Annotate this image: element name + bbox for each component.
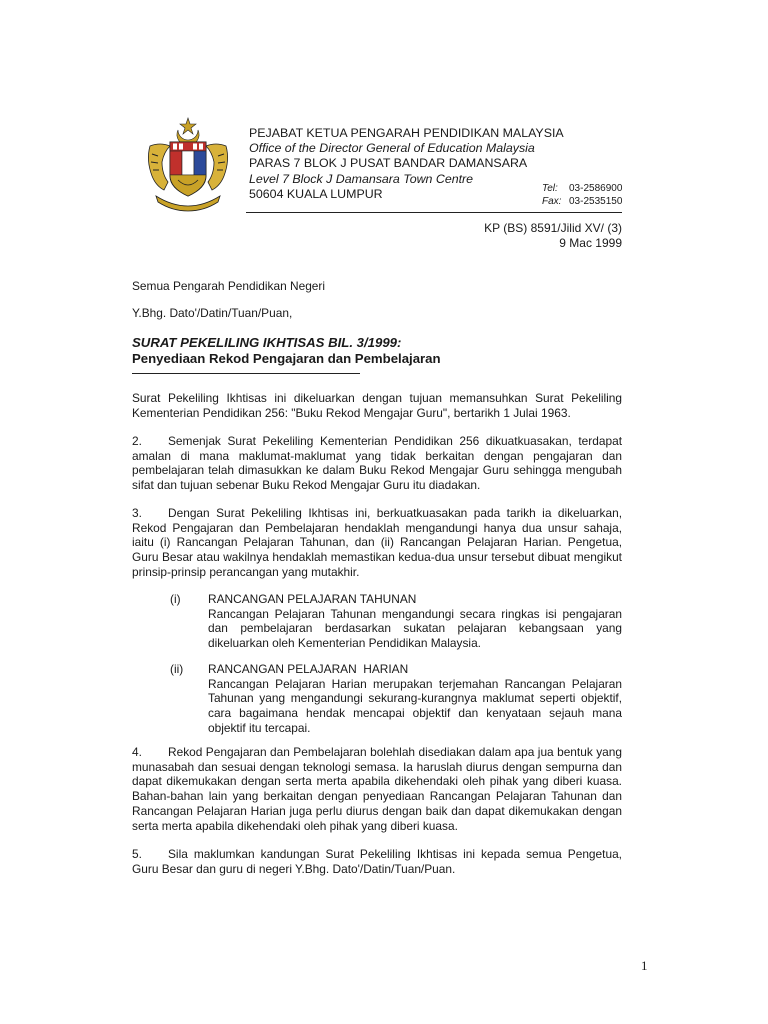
circular-title	[132, 335, 441, 366]
page-number: 1	[641, 958, 648, 973]
paragraph-2-number: 2.	[132, 434, 142, 448]
letter-date: 9 Mac 1999	[559, 236, 622, 250]
item-2	[208, 662, 622, 736]
letterhead-office-english: Office of the Director General of Education Malaysia	[249, 141, 535, 156]
paragraph-4	[132, 745, 622, 833]
paragraph-3-text: Dengan Surat Pekeliling Ikhtisas ini, berkuatkuasakan pada tarikh ia dikeluarkan, Rekod Pengajaran dan Pembelajaran hendaklah mengandungi hanya dua unsur sahaja, iaitu (i) Rancangan Pelajaran Tahunan, dan (ii) Rancangan Pelajaran Harian. Pengetua, Guru Besar atau wakilnya hendaklah memastikan kedua-dua unsur tersebut dibuat mengikut prinsip-prinsip perancangan yang mutakhir.	[132, 506, 622, 579]
paragraph-2-text: Semenjak Surat Pekeliling Kementerian Pendidikan 256 dikuatkuasakan, terdapat amalan di mana maklumat-maklumat yang tidak berkaitan dengan pengajaran dan pembelajaran telah dimasukkan ke dalam Buku Rekod Mengajar Guru sehingga mengubah sifat dan tujuan sebenar Buku Rekod Mengajar Guru itu diadakan.	[132, 434, 622, 493]
reference-number: KP (BS) 8591/Jilid XV/ (3)	[484, 221, 622, 235]
fax-number: 03-2535150	[569, 195, 623, 207]
letterhead-postcode-city: 50604 KUALA LUMPUR	[249, 186, 383, 201]
tel-number: 03-2586900	[569, 183, 623, 194]
paragraph-1: Surat Pekeliling Ikhtisas ini dikeluarkan dengan tujuan memansuhkan Surat Pekeliling Kementerian Pendidikan 256: "Buku Rekod Mengajar Guru", bertarikh 1 Julai 1963.	[132, 391, 622, 420]
paragraph-3-number: 3.	[132, 506, 142, 520]
item-1	[208, 592, 622, 651]
circular-title-number: SURAT PEKELILING IKHTISAS BIL. 3/1999:	[132, 335, 402, 350]
letterhead-office-malay: PEJABAT KETUA PENGARAH PENDIDIKAN MALAYSIA	[249, 126, 564, 140]
letterhead-divider	[246, 212, 622, 213]
paragraph-4-number: 4.	[132, 745, 142, 759]
letterhead-address-english: Level 7 Block J Damansara Town Centre	[249, 171, 474, 186]
salutation: Y.Bhg. Dato'/Datin/Tuan/Puan,	[132, 306, 293, 320]
reference-block	[484, 221, 622, 251]
paragraph-5-text: Sila maklumkan kandungan Surat Pekeliling Ikhtisas ini kepada semua Pengetua, Guru Besar dan guru di negeri Y.Bhg. Dato'/Datin/Tuan/Puan.	[132, 847, 622, 876]
item-2-number: (ii)	[170, 662, 184, 676]
item-1-number: (i)	[170, 592, 181, 606]
coat-of-arms-logo	[142, 116, 234, 212]
paragraph-2	[132, 434, 622, 493]
letterhead	[249, 126, 564, 202]
recipient: Semua Pengarah Pendidikan Negeri	[132, 279, 326, 293]
item-1-heading: RANCANGAN PELAJARAN TAHUNAN	[208, 592, 417, 606]
item-2-text: Rancangan Pelajaran Harian merupakan terjemahan Rancangan Pelajaran Tahunan yang mengandungi sekurang-kurangnya maklumat seperti objektif, cara bagaimana hendak mencapai objektif dan kenyataan sejauh mana objektif itu tercapai.	[208, 676, 622, 735]
circular-title-subject: Penyediaan Rekod Pengajaran dan Pembelajaran	[132, 350, 441, 366]
paragraph-4-text: Rekod Pengajaran dan Pembelajaran bolehlah disediakan dalam apa jua bentuk yang munasabah dan sesuai dengan teknologi semasa. Ia haruslah diurus dengan sempurna dan dapat dikemukakan dengan serta merta apabila dikehendaki oleh pihak yang diberi kuasa. Bahan-bahan lain yang berkaitan dengan penyediaan Rancangan Pelajaran Tahunan dan Rancangan Pelajaran Harian juga perlu diurus dengan baik dan dapat dikemukakan dengan serta merta apabila dikehendaki oleh pihak yang diberi kuasa.	[132, 745, 622, 833]
paragraph-5	[132, 847, 622, 876]
tel-label: Tel:	[542, 183, 558, 194]
title-divider	[132, 373, 360, 374]
paragraph-5-number: 5.	[132, 847, 142, 861]
letterhead-address-malay: PARAS 7 BLOK J PUSAT BANDAR DAMANSARA	[249, 156, 528, 171]
item-2-heading: RANCANGAN PELAJARAN HARIAN	[208, 662, 409, 676]
contact-block	[542, 183, 622, 208]
item-1-text: Rancangan Pelajaran Tahunan mengandungi secara ringkas isi pengajaran dan pembelajaran berdasarkan sukatan pelajaran kebangsaan yang dikeluarkan oleh Kementerian Pendidikan Malaysia.	[208, 606, 622, 651]
fax-label: Fax:	[542, 195, 562, 207]
paragraph-3	[132, 506, 622, 580]
